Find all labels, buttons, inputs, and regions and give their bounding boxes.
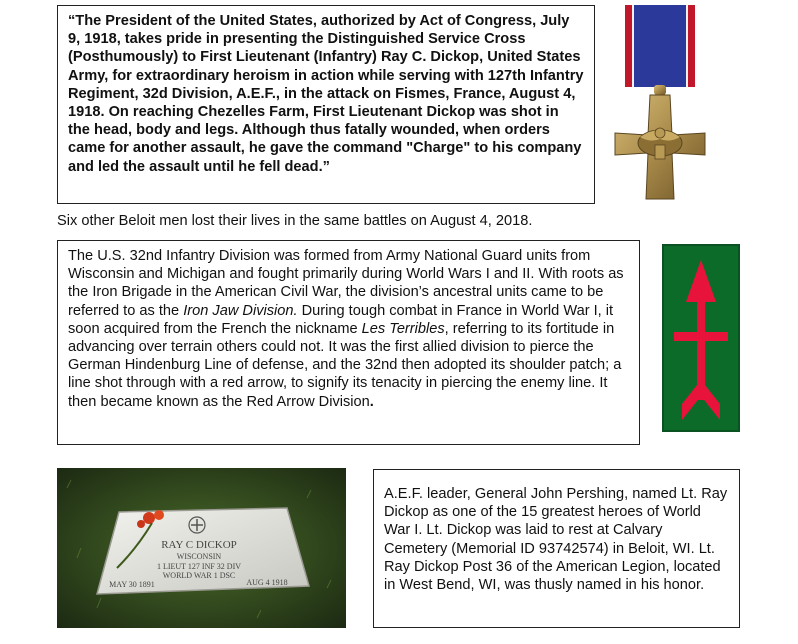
red-arrow-patch-icon bbox=[662, 244, 740, 432]
division-italic-1: Iron Jaw Division. bbox=[183, 302, 298, 319]
gravestone-photo bbox=[57, 468, 346, 628]
division-box bbox=[57, 240, 640, 445]
gravestone-war: WORLD WAR 1 DSC bbox=[162, 571, 236, 580]
citation-text: “The President of the United States, authorized by Act of Congress, July 9, 1918, takes pride in presenting the Distinguished Service Cross (Posthumously) to First Lieutenant (Infantry) Ray C. Dickop, United States Army, for extraordinary heroism in action while serving with 127th Infantry Regiment, 32d Division, A.E.F., in the attack on Fismes, France, August 4, 1918. On reaching Chezelles Farm, First Lieutenant Dickop was shot in the head, body and legs. Although thus fatally wounded, when orders came for another assault, he gave the command "Charge" to his company and led the assault until he fell dead.” bbox=[68, 13, 584, 175]
division-text-3: , referring to its fortitude in advancing over terrain others could not. It was the first allied division to pierce the German Hindenburg Line of defense, and the 32nd then adopted its shoulder patch; a line shot through with a red arrow, to signify its tenacity in piercing the enemy line. It then became known as the Red Arrow Division bbox=[68, 320, 622, 410]
division-text bbox=[68, 247, 629, 411]
gravestone-died: AUG 4 1918 bbox=[246, 578, 288, 587]
gravestone-name: RAY C DICKOP bbox=[161, 539, 237, 551]
legacy-box bbox=[373, 469, 740, 628]
legacy-text: A.E.F. leader, General John Pershing, named Lt. Ray Dickop as one of the 15 greatest heroes of World War I. Lt. Dickop was laid to rest at Calvary Cemetery (Memorial ID 93742574) in Beloit, WI. Lt. Ray Dickop Post 36 of the American Legion, located in West Bend, WI, was thusly named in his honor. bbox=[384, 486, 728, 594]
gravestone-state: WISCONSIN bbox=[176, 552, 222, 561]
caption-text: Six other Beloit men lost their lives in the same battles on August 4, 2018. bbox=[57, 213, 533, 229]
distinguished-service-cross-medal-icon bbox=[610, 5, 710, 205]
division-italic-2: Les Terribles bbox=[361, 320, 445, 337]
division-period: . bbox=[369, 393, 374, 410]
division-text-2: During tough combat in France in World War I, it soon acquired from the French the nickname bbox=[68, 302, 614, 337]
gravestone-unit: 1 LIEUT 127 INF 32 DIV bbox=[156, 562, 242, 571]
gravestone-born: MAY 30 1891 bbox=[109, 580, 155, 589]
citation-box bbox=[57, 5, 595, 204]
division-text-1: The U.S. 32nd Infantry Division was formed from Army National Guard units from Wisconsin and Michigan and fought primarily during World Wars I and II. With roots as the Iron Brigade in the American Civil War, the division’s ancestral units came to be referred to as the bbox=[68, 248, 624, 319]
